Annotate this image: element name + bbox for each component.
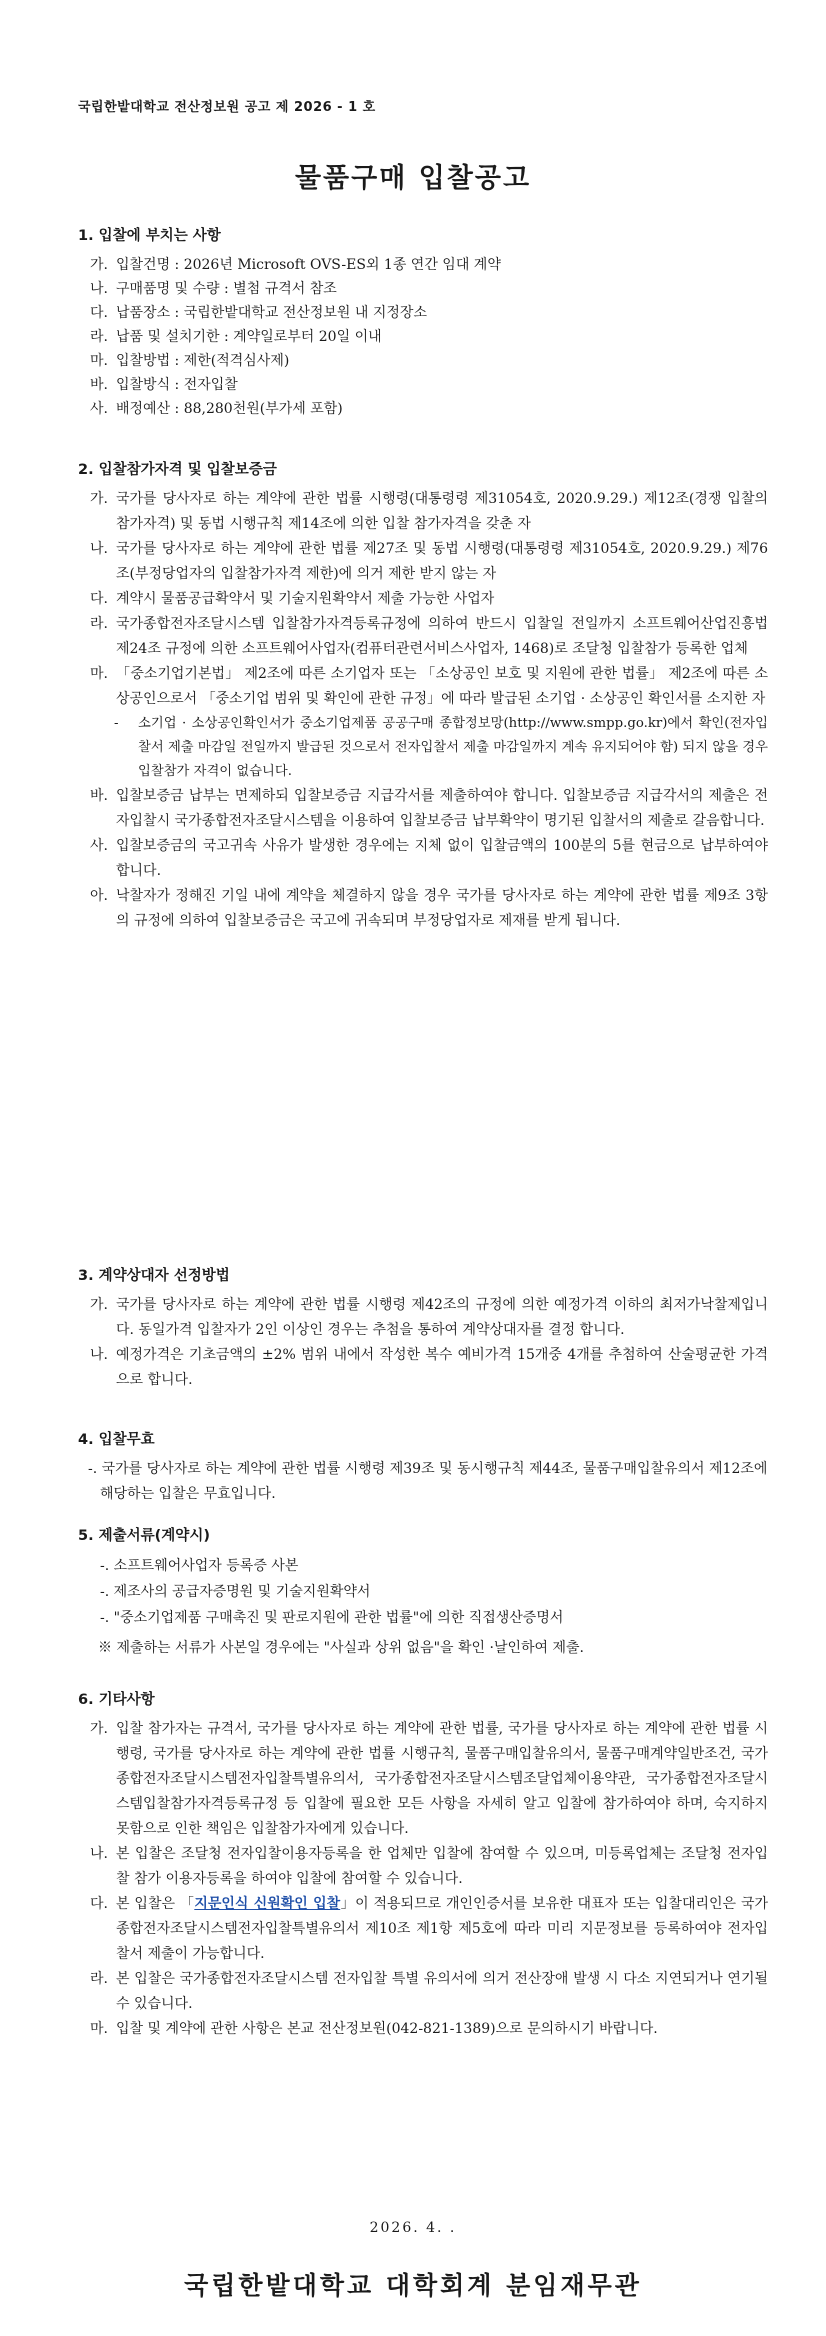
list-item: 라. 국가종합전자조달시스템 입찰참가자격등록규정에 의하여 반드시 입찰일 전일까지 소프트웨어산업진흥법 제24조 규정에 의한 소프트웨어사업자(컴퓨터관련서비스사업자, 1468)로 조달청 입찰참가 등록한 업체	[90, 616, 768, 657]
paragraph: -. 국가를 당사자로 하는 계약에 관한 법률 시행령 제39조 및 동시행규칙 제44조, 물품구매입찰유의서 제12조에 해당하는 입찰은 무효입니다.	[88, 1461, 768, 1502]
list-item: 나. 본 입찰은 조달청 전자입찰이용자등록을 한 업체만 입찰에 참여할 수 있으며, 미등록업체는 조달청 전자입찰 참가 이용자등록을 하여야 입찰에 참여할 수 있습니다.	[90, 1846, 768, 1887]
section-heading: 1. 입찰에 부치는 사항	[78, 228, 221, 244]
section-heading: 4. 입찰무효	[78, 1432, 155, 1448]
list-item: 다. 본 입찰은 「지문인식 신원확인 입찰」이 적용되므로 개인인증서를 보유한 대표자 또는 입찰대리인은 국가종합전자조달시스템전자입찰특별유의서 제10조 제1항 제5호에 따라 미리 지문정보를 등록하여야 전자입찰서 제출이 가능합니다.	[90, 1896, 768, 1962]
list-item: 마. 「중소기업기본법」 제2조에 따른 소기업자 또는 「소상공인 보호 및 지원에 관한 법률」 제2조에 따른 소상공인으로서 「중소기업 범위 및 확인에 관한 규정」에 따라 발급된 소기업 · 소상공인 확인서를 소지한 자	[90, 666, 768, 707]
list-item: 바. 입찰보증금 납부는 면제하되 입찰보증금 지급각서를 제출하여야 합니다. 입찰보증금 지급각서의 제출은 전자입찰시 국가종합전자조달시스템을 이용하여 입찰보증금 납부확약이 명기된 입찰서의 제출로 갈음합니다.	[90, 788, 768, 829]
list-item: 마. 입찰방법 : 제한(적격심사제)	[90, 353, 290, 369]
list-item: -. 소프트웨어사업자 등록증 사본	[100, 1558, 299, 1574]
section-contractor-selection	[78, 1266, 768, 1393]
list-item: 사. 배정예산 : 88,280천원(부가세 포함)	[90, 401, 343, 417]
section-heading: 5. 제출서류(계약시)	[78, 1528, 210, 1544]
list-item: -. 제조사의 공급자증명원 및 기술지원확약서	[100, 1584, 371, 1600]
list-item: 라. 본 입찰은 국가종합전자조달시스템 전자입찰 특별 유의서에 의거 전산장애 발생 시 다소 지연되거나 연기될 수 있습니다.	[90, 1971, 768, 2012]
sub-list-item: - 소기업 · 소상공인확인서가 중소기업제품 공공구매 종합정보망(http://www.smpp.go.kr)에서 확인(전자입찰서 제출 마감일 전일까지 발급된 것으로서 전자입찰서 제출 마감일까지 계속 유지되어야 함) 되지 않을 경우 입찰참가 자격이 없습니다.	[114, 716, 768, 779]
section-documents	[78, 1526, 768, 1662]
list-item: 사. 입찰보증금의 국고귀속 사유가 발생한 경우에는 지체 없이 입찰금액의 100분의 5를 현금으로 납부하여야 합니다.	[90, 838, 768, 879]
section-qualification	[78, 460, 768, 934]
section-other-matters	[78, 1690, 768, 2042]
list-item: 바. 입찰방식 : 전자입찰	[90, 377, 238, 393]
list-item: 가. 국가를 당사자로 하는 계약에 관한 법률 시행령(대통령령 제31054호, 2020.9.29.) 제12조(경쟁 입찰의 참가자격) 및 동법 시행규칙 제14조에 의한 입찰 참가자격을 갖춘 자	[90, 491, 768, 532]
notice-number: 국립한밭대학교 전산정보원 공고 제 2026 - 1 호	[78, 100, 376, 115]
list-item: 나. 구매품명 및 수량 : 별첨 규격서 참조	[90, 281, 337, 297]
list-item: 아. 낙찰자가 정해진 기일 내에 계약을 체결하지 않을 경우 국가를 당사자로 하는 계약에 관한 법률 제9조 3항의 규정에 의하여 입찰보증금은 국고에 귀속되며 부정당업자로 제재를 받게 됩니다.	[90, 888, 768, 929]
list-item: 라. 납품 및 설치기한 : 계약일로부터 20일 이내	[90, 329, 382, 345]
list-item: 가. 입찰건명 : 2026년 Microsoft OVS-ES외 1종 연간 임대 계약	[90, 257, 501, 273]
list-item: 마. 입찰 및 계약에 관한 사항은 본교 전산정보원(042-821-1389)으로 문의하시기 바랍니다.	[90, 2021, 658, 2037]
page-title: 물품구매 입찰공고	[294, 163, 532, 194]
list-item: 다. 계약시 물품공급확약서 및 기술지원확약서 제출 가능한 사업자	[90, 591, 495, 607]
list-item: 나. 국가를 당사자로 하는 계약에 관한 법률 제27조 및 동법 시행령(대통령령 제31054호, 2020.9.29.) 제76조(부정당업자의 입찰참가자격 제한)에 의거 제한 받지 않는 자	[90, 541, 768, 582]
section-bid-items	[78, 226, 768, 421]
signature: 국립한밭대학교 대학회계 분임재무관	[184, 2271, 642, 2300]
list-item: 가. 국가를 당사자로 하는 계약에 관한 법률 시행령 제42조의 규정에 의한 예정가격 이하의 최저가낙찰제입니다. 동일가격 입찰자가 2인 이상인 경우는 추첨을 통하여 계약상대자를 결정 합니다.	[90, 1297, 768, 1338]
list-item: -. "중소기업제품 구매촉진 및 판로지원에 관한 법률"에 의한 직접생산증명서	[100, 1610, 564, 1626]
section-heading: 3. 계약상대자 선정방법	[78, 1268, 230, 1284]
note: ※ 제출하는 서류가 사본일 경우에는 "사실과 상위 없음"을 확인 ·날인하여 제출.	[98, 1640, 584, 1656]
section-invalid-bids	[78, 1430, 768, 1507]
section-heading: 2. 입찰참가자격 및 입찰보증금	[78, 462, 277, 478]
list-item: 가. 입찰 참가자는 규격서, 국가를 당사자로 하는 계약에 관한 법률, 국가를 당사자로 하는 계약에 관한 법률 시행령, 국가를 당사자로 하는 계약에 관한 법률 시행규칙, 물품구매입찰유의서, 물품구매계약일반조건, 국가종합전자조달시스템전자입찰특별유의서, 국가종합전자조달시스템조달업체이용약관, 국가종합전자조달시스템입찰참가자격등록규정 등 입찰에 필요한 모든 사항을 자세히 알고 입찰에 참가하여야 하며, 숙지하지 못함으로 인한 책임은 입찰참가자에게 있습니다.	[90, 1721, 768, 1837]
list-item: 나. 예정가격은 기초금액의 ±2% 범위 내에서 작성한 복수 예비가격 15개중 4개를 추첨하여 산술평균한 가격으로 합니다.	[90, 1347, 768, 1388]
fingerprint-bid-highlight: 지문인식 신원확인 입찰	[194, 1896, 341, 1912]
section-heading: 6. 기타사항	[78, 1692, 155, 1708]
list-item: 다. 납품장소 : 국립한밭대학교 전산정보원 내 지정장소	[90, 305, 427, 321]
notice-date: 2026. 4. .	[369, 2220, 457, 2236]
